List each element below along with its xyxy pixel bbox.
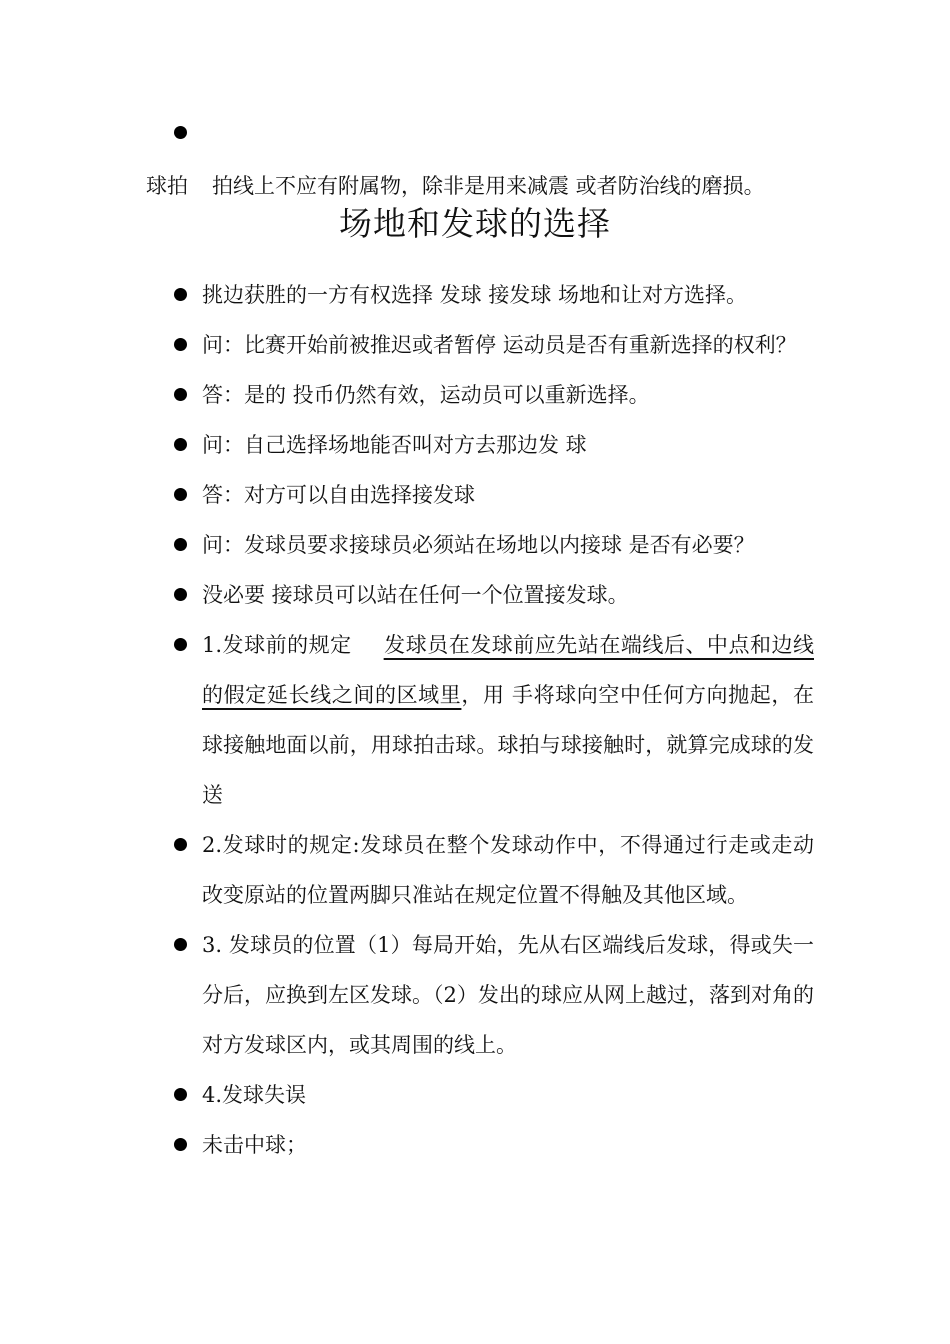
list-item-text: 未击中球；: [202, 1133, 307, 1157]
rule-heading: 1.发球前的规定: [202, 633, 352, 657]
list-item: [174, 520, 814, 570]
bullet-icon: [174, 838, 187, 851]
bullet-icon: [174, 288, 187, 301]
rules-list: [174, 270, 814, 1170]
intro-line: [146, 171, 765, 201]
intro-label: 球拍: [146, 174, 188, 198]
list-item: [174, 620, 814, 820]
bullet-icon: [174, 338, 187, 351]
list-item-text: 4.发球失误: [202, 1083, 307, 1107]
list-item-text: 挑边获胜的一方有权选择 发球 接发球 场地和让对方选择。: [202, 283, 748, 307]
bullet-icon: [174, 388, 187, 401]
bullet-icon: [174, 938, 187, 951]
list-item-text: 答：是的 投币仍然有效，运动员可以重新选择。: [202, 383, 650, 407]
list-item-text: 问：自己选择场地能否叫对方去那边发 球: [202, 433, 587, 457]
bullet-icon: [174, 638, 187, 651]
list-item: [174, 820, 814, 920]
list-item: [174, 270, 814, 320]
list-item: [174, 320, 814, 370]
list-item-text: 问：比赛开始前被推迟或者暂停 运动员是否有重新选择的权利？: [202, 333, 797, 357]
list-item-text: 没必要 接球员可以站在任何一个位置接发球。: [202, 583, 629, 607]
list-item: [174, 370, 814, 420]
bullet-icon: [174, 126, 187, 139]
list-item: [174, 920, 814, 1070]
list-item-text: 3. 发球员的位置（1）每局开始，先从右区端线后发球，得或失一分后，应换到左区发球。（2）发出的球应从网上越过，落到对角的对方发球区内，或其周围的线上。: [202, 933, 814, 1057]
bullet-icon: [174, 488, 187, 501]
section-title: 场地和发球的选择: [339, 204, 611, 243]
intro-text: 拍线上不应有附属物，除非是用来减震 或者防治线的磨损。: [212, 174, 765, 198]
bullet-icon: [174, 538, 187, 551]
underlined-text: 发球员在发球前应先站在端线后、中点和边线的假定延长线之间的区域里: [202, 633, 814, 707]
bullet-icon: [174, 438, 187, 451]
list-item: [174, 420, 814, 470]
list-item: [174, 1070, 814, 1120]
list-item-text: 2.发球时的规定:发球员在整个发球动作中，不得通过行走或走动改变原站的位置两脚只准站在规定位置不得触及其他区域。: [202, 833, 814, 907]
list-item: [174, 470, 814, 520]
list-item-text: 问：发球员要求接球员必须站在场地以内接球 是否有必要？: [202, 533, 755, 557]
list-item-text: 答：对方可以自由选择接发球: [202, 483, 475, 507]
bullet-icon: [174, 588, 187, 601]
bullet-icon: [174, 1138, 187, 1151]
list-item: [174, 1120, 814, 1170]
list-item-text: ，用 手将球向空中任何方向抛起，在球接触地面以前，用球拍击球。球拍与球接触时，就算完成球的发送: [202, 683, 814, 807]
list-item: [174, 570, 814, 620]
bullet-icon: [174, 1088, 187, 1101]
